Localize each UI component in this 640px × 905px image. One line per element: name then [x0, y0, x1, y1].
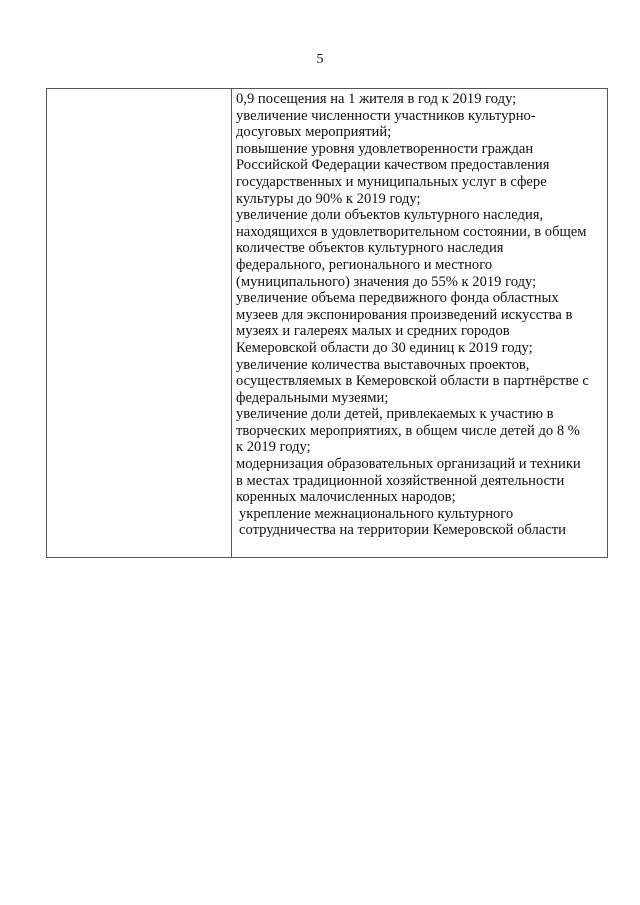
- text-line: Кемеровской области до 30 единиц к 2019 году;: [236, 339, 533, 356]
- text-line: увеличение численности участников культурно-: [236, 107, 536, 124]
- text-line: к 2019 году;: [236, 439, 311, 456]
- text-line: количестве объектов культурного наследия: [236, 240, 504, 257]
- text-line: увеличение объема передвижного фонда областных: [236, 290, 559, 307]
- text-line: находящихся в удовлетворительном состоянии, в общем: [236, 223, 587, 240]
- text-line: государственных и муниципальных услуг в сфере: [236, 173, 547, 190]
- text-line: модернизация образовательных организаций и техники: [236, 456, 581, 473]
- page-number: 5: [316, 52, 324, 67]
- text-line: в местах традиционной хозяйственной деятельности: [236, 472, 565, 489]
- text-line: укрепление межнационального культурного: [239, 505, 514, 522]
- text-line: федеральными музеями;: [236, 389, 389, 406]
- text-line: коренных малочисленных народов;: [236, 489, 456, 506]
- text-line: увеличение количества выставочных проектов,: [236, 356, 530, 373]
- text-line: творческих мероприятиях, в общем числе детей до 8 %: [236, 422, 580, 439]
- text-line: досуговых мероприятий;: [236, 124, 392, 141]
- text-line: музеях и галереях малых и средних городов: [236, 323, 510, 340]
- text-line: Российской Федерации качеством предоставления: [236, 157, 550, 174]
- text-line: сотрудничества на территории Кемеровской области: [239, 522, 566, 539]
- text-line: увеличение доли детей, привлекаемых к участию в: [236, 406, 554, 423]
- text-line: повышение уровня удовлетворенности граждан: [236, 140, 534, 157]
- text-line: культуры до 90% к 2019 году;: [236, 190, 421, 207]
- text-line: осуществляемых в Кемеровской области в партнёрстве с: [236, 373, 589, 390]
- document-table: [46, 88, 608, 558]
- text-line: музеев для экспонирования произведений искусства в: [236, 306, 573, 323]
- text-line: федерального, регионального и местного: [236, 256, 493, 273]
- text-line: увеличение доли объектов культурного наследия,: [236, 207, 544, 224]
- text-line: (муниципального) значения до 55% к 2019 году;: [236, 273, 537, 290]
- column-divider: [231, 89, 232, 557]
- table-cell-text: [236, 91, 605, 539]
- text-line: 0,9 посещения на 1 жителя в год к 2019 году;: [236, 91, 517, 107]
